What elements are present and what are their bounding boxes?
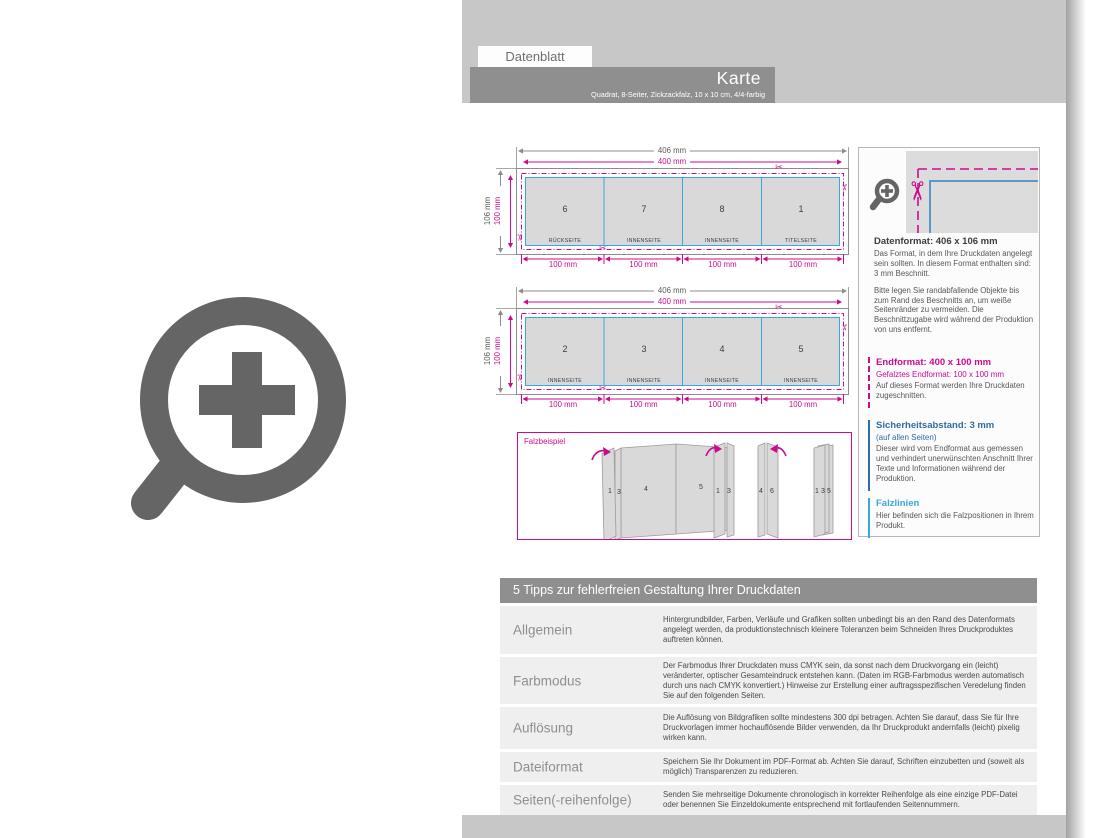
dim-width-inner: 400 mm bbox=[654, 297, 690, 307]
page-edge-shadow bbox=[1066, 0, 1086, 838]
panel-type: INNENSEITE bbox=[547, 378, 583, 384]
panel-type: RÜCKSEITE bbox=[548, 238, 582, 244]
panel-number: 3 bbox=[641, 344, 647, 354]
dim-height-inner: 100 mm bbox=[493, 326, 503, 376]
fold-example-label: Falzbeispiel bbox=[524, 437, 566, 446]
sicherheitsabstand-subheading: (auf allen Seiten) bbox=[876, 433, 937, 442]
section-datenformat bbox=[868, 236, 1034, 342]
fold-panel-number: 1 bbox=[608, 488, 612, 495]
endformat-subheading: Gefalztes Endformat: 100 x 100 mm bbox=[876, 370, 1005, 379]
scissors-icon: ✂ bbox=[838, 183, 849, 192]
fold-diagrams bbox=[518, 433, 851, 539]
falzlinien-text: Hier befinden sich die Falzpositionen in Ihrem Produkt. bbox=[876, 511, 1034, 530]
dim-segment: 100 mm bbox=[629, 400, 658, 409]
dim-height-outer: 106 mm bbox=[483, 186, 493, 236]
panel-type: INNENSEITE bbox=[626, 238, 662, 244]
dim-width-outer: 406 mm bbox=[654, 146, 690, 156]
scissors-icon: ✂ bbox=[513, 233, 524, 242]
dim-height-inner: 100 mm bbox=[493, 186, 503, 236]
fold-panel-number: 4 bbox=[759, 488, 763, 495]
dim-width-outer: 406 mm bbox=[654, 286, 690, 296]
section-falzlinien bbox=[868, 498, 1036, 538]
format-info-box bbox=[858, 147, 1040, 537]
tip-row-seitenreihenfolge bbox=[500, 785, 1037, 815]
fold-panel-number: 3 bbox=[821, 488, 825, 495]
tip-text: Hintergrundbilder, Farben, Verläufe und Grafiken sollten unbedingt bis an den Rand des Datenformats angelegt werden, da produktionstechnisch kleinere Toleranzen beim Schneiden Ihres Druckproduktes auftreten können. bbox=[663, 614, 1015, 645]
dim-width-inner: 400 mm bbox=[654, 157, 690, 167]
dim-segment: 100 mm bbox=[548, 400, 578, 409]
fold-panel-number: 5 bbox=[699, 484, 703, 491]
fold-panel-number: 1 bbox=[716, 488, 720, 495]
dim-height-outer: 106 mm bbox=[483, 326, 493, 376]
tips-title-bar bbox=[500, 578, 1037, 603]
panel-number: 4 bbox=[719, 344, 725, 354]
falzlinien-heading: Falzlinien bbox=[876, 498, 920, 509]
tip-text: Die Auflösung von Bildgrafiken sollte mindestens 300 dpi betragen. Achten Sie darauf, dass Sie für Ihre Druckvorlagen immer hochauflösende Bilder verwenden, da Ihr Druckprodukt andernfalls (leicht) pixelig wirken kann. bbox=[663, 712, 1020, 743]
panel-number: 2 bbox=[562, 344, 568, 354]
datenformat-text-1: Das Format, in dem Ihre Druckdaten angelegt sein sollten. In diesem Format enthalten sind: 3 mm Beschnitt. bbox=[874, 249, 1033, 278]
panel-type: TITELSEITE bbox=[784, 238, 818, 244]
tips-title: 5 Tipps zur fehlerfreien Gestaltung Ihrer Druckdaten bbox=[513, 583, 801, 597]
magnifier-icon bbox=[865, 174, 905, 218]
tip-label: Seiten(-reihenfolge) bbox=[513, 792, 632, 808]
tip-row-farbmodus bbox=[500, 657, 1037, 704]
dim-segment: 100 mm bbox=[788, 260, 818, 269]
page-subtitle: Quadrat, 8-Seiter, Zickzackfalz, 10 x 10 cm, 4/4-farbig bbox=[591, 90, 765, 99]
fold-example-box bbox=[517, 432, 852, 540]
fold-panel-number: 3 bbox=[727, 488, 731, 495]
dim-segment: 100 mm bbox=[788, 400, 818, 409]
panel-type: INNENSEITE bbox=[626, 378, 662, 384]
scissors-icon: ✂ bbox=[775, 303, 783, 313]
panel-type: INNENSEITE bbox=[704, 378, 740, 384]
panel-number: 6 bbox=[562, 204, 568, 214]
section-sicherheitsabstand bbox=[868, 420, 1036, 491]
scissors-icon: ✂ bbox=[513, 373, 524, 382]
dim-segment: 100 mm bbox=[708, 400, 737, 409]
tip-label: Allgemein bbox=[513, 622, 573, 638]
dim-segment: 100 mm bbox=[548, 260, 578, 269]
panel-number: 1 bbox=[798, 204, 804, 214]
panel-type: INNENSEITE bbox=[783, 378, 819, 384]
title-bar bbox=[470, 67, 775, 103]
scissors-icon: ✂ bbox=[838, 323, 849, 332]
tip-text: Senden Sie mehrseitige Dokumente chronologisch in korrekter Reihenfolge als eine einzige PDF-Datei oder benennen Sie Einzeldokumente entsprechend mit fortlaufenden Seitennummern. bbox=[663, 789, 1018, 809]
tip-label: Dateiformat bbox=[513, 759, 583, 775]
panel-number: 8 bbox=[719, 204, 725, 214]
endformat-text: Auf dieses Format werden Ihre Druckdaten zugeschnitten. bbox=[876, 381, 1025, 400]
scissors-icon: ✂ bbox=[900, 180, 931, 202]
datenformat-text-2: Bitte legen Sie randabfallende Objekte bis zum Rand des Beschnitts an, um weiße Seitenränder zu vermeiden. Die Beschnittzugabe wird während der Produktion von uns entfernt. bbox=[874, 285, 1034, 335]
layout-diagram-outer-pages bbox=[483, 138, 857, 273]
dim-segment: 100 mm bbox=[708, 260, 737, 269]
fold-panel-number: 5 bbox=[827, 488, 831, 495]
scissors-icon: ✂ bbox=[599, 384, 607, 394]
fold-panel-number: 4 bbox=[644, 486, 648, 493]
sicherheitsabstand-text: Dieser wird vom Endformat aus gemessen und verhindert unerwünschten Anschnitt Ihrer Texte und Informationen während der Produktion. bbox=[876, 444, 1033, 483]
scissors-icon: ✂ bbox=[775, 163, 783, 173]
panel-type: INNENSEITE bbox=[704, 238, 740, 244]
tab-datenblatt[interactable]: Datenblatt bbox=[478, 46, 592, 68]
panel-number: 5 bbox=[798, 344, 804, 354]
tip-row-allgemein bbox=[500, 606, 1037, 654]
tip-row-aufloesung bbox=[500, 707, 1037, 749]
datenformat-heading: Datenformat: 406 x 106 mm bbox=[874, 236, 998, 247]
tip-text: Der Farbmodus Ihrer Druckdaten muss CMYK sein, da sonst nach dem Druckvorgang ein (leicht) veränderter, optischer Gesamteindruck entstehen kann. (Daten im RGB-Farbmodus werden automatisch durch uns nach CMYK konvertiert.) Hinweise zur Erstellung einer auftragsspezifischen Veredelung finden Sie auf den folgenden Seiten. bbox=[663, 660, 1026, 700]
tip-label: Farbmodus bbox=[513, 673, 582, 688]
fold-panel-number: 6 bbox=[770, 488, 774, 495]
fold-panel-number: 1 bbox=[815, 488, 819, 495]
sicherheitsabstand-heading: Sicherheitsabstand: 3 mm bbox=[876, 420, 995, 431]
zoom-plus-icon[interactable] bbox=[120, 275, 380, 535]
scissors-icon: ✂ bbox=[599, 244, 607, 254]
dim-segment: 100 mm bbox=[629, 260, 658, 269]
tip-text: Speichern Sie Ihr Dokument im PDF-Format ab. Achten Sie darauf, Schriften einzubetten und (soweit als möglich) Transparenzen zu reduzieren. bbox=[663, 756, 1025, 776]
panel-number: 7 bbox=[641, 204, 647, 214]
layout-diagram-inner-pages bbox=[483, 278, 857, 413]
endformat-heading: Endformat: 400 x 100 mm bbox=[876, 357, 992, 368]
tip-row-dateiformat bbox=[500, 752, 1037, 782]
fold-panel-number: 3 bbox=[617, 489, 621, 496]
section-endformat bbox=[868, 357, 1036, 408]
tip-label: Auflösung bbox=[513, 720, 574, 736]
page-title: Karte bbox=[716, 68, 761, 88]
